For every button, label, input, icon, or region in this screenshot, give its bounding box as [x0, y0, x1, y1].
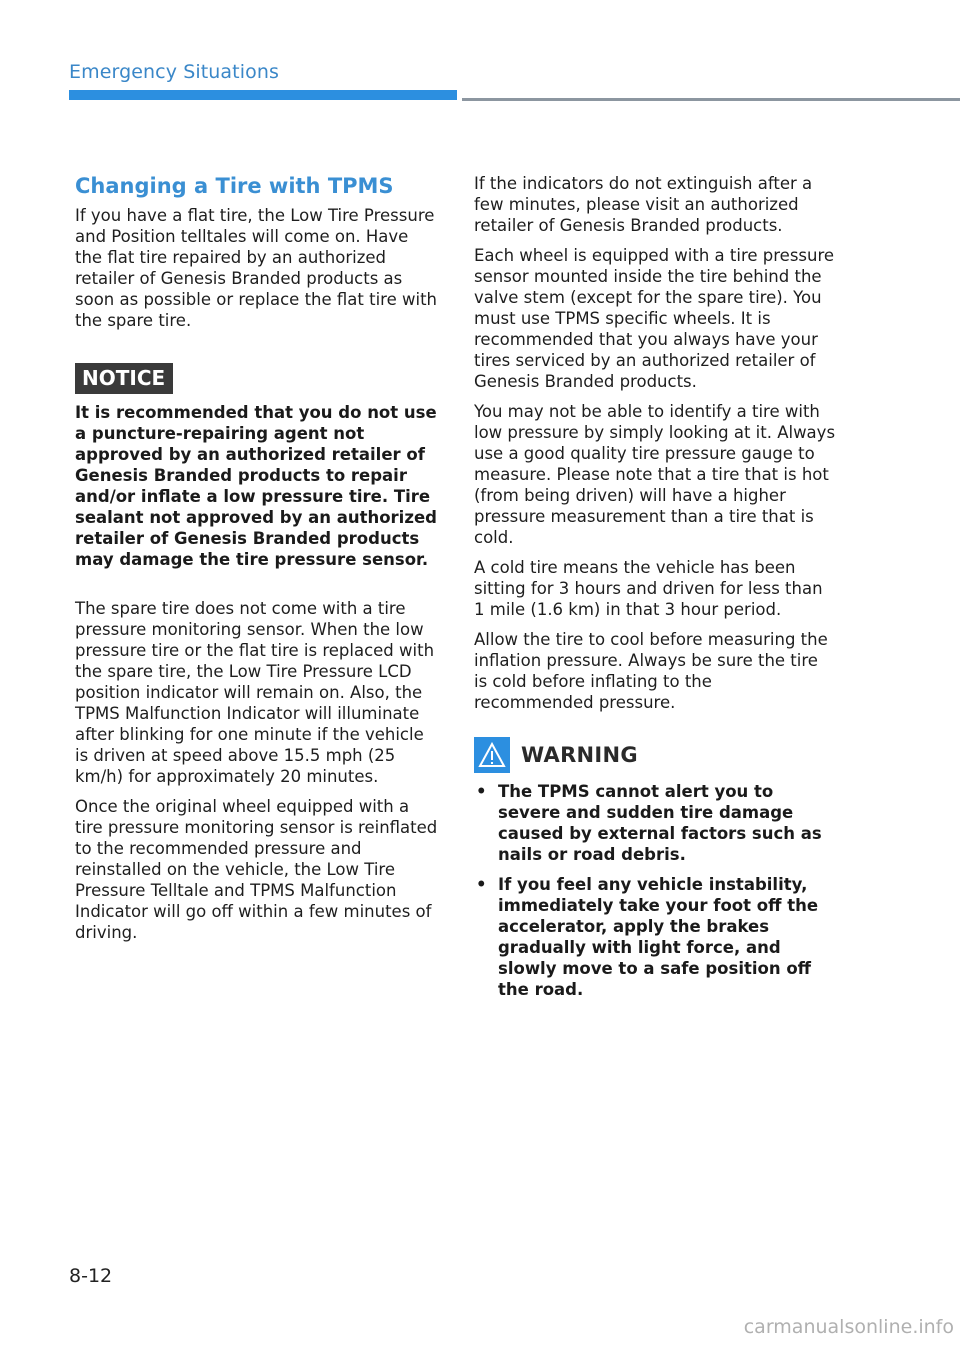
paragraph: A cold tire means the vehicle has been sitting for 3 hours and driven for less than 1 mile (1.6 km) in that 3 hour period. — [474, 558, 823, 619]
warning-label: WARNING — [521, 743, 638, 767]
right-column — [474, 173, 836, 1009]
bullet: • — [476, 875, 487, 894]
paragraph: The spare tire does not come with a tire pressure monitoring sensor. When the low pressure tire or the flat tire is replaced with the spare tire, the Low Tire Pressure LCD position indicator will remain on. Also, the TPMS Malfunction Indicator will illuminate after blinking for one minute if the vehicle is driven at speed above 15.5 mph (25 km/h) for approximately 20 minutes. — [75, 599, 435, 786]
paragraph: Each wheel is equipped with a tire pressure sensor mounted inside the tire behind the valve stem (except for the spare tire). You must use TPMS specific wheels. It is recommended that you always have your tires serviced by an authorized retailer of Genesis Branded products. — [474, 246, 835, 391]
left-column — [75, 173, 440, 952]
list-item — [474, 781, 836, 865]
watermark: carmanualsonline.info — [743, 1316, 954, 1338]
section-header: Emergency Situations — [69, 61, 279, 83]
paragraph: If you have a flat tire, the Low Tire Pressure and Position telltales will come on. Have the flat tire repaired by an authorized retailer of Genesis Branded products as soon as possible or replace the flat tire with the spare tire. — [75, 206, 437, 330]
page-number: 8-12 — [69, 1265, 113, 1287]
list-item — [474, 874, 836, 1000]
warning-triangle-icon — [474, 737, 510, 773]
warning-item-text: The TPMS cannot alert you to severe and sudden tire damage caused by external factors such as nails or road debris. — [498, 782, 822, 864]
paragraph: If the indicators do not extinguish after a few minutes, please visit an authorized retailer of Genesis Branded products. — [474, 174, 813, 235]
warning-item-text: If you feel any vehicle instability, immediately take your foot off the accelerator, apply the brakes gradually with light force, and slowly move to a safe position off the road. — [498, 875, 819, 999]
header-rule-blue — [69, 90, 457, 100]
paragraph: You may not be able to identify a tire with low pressure by simply looking at it. Always use a good quality tire pressure gauge to measure. Please note that a tire that is hot (from being driven) will have a higher pressure measurement than a tire that is cold. — [474, 402, 836, 547]
paragraph: Allow the tire to cool before measuring the inflation pressure. Always be sure the tire is cold before inflating to the recommended pressure. — [474, 630, 828, 712]
warning-list — [474, 781, 836, 1000]
header-rule-gray — [462, 98, 960, 101]
notice-text: It is recommended that you do not use a puncture-repairing agent not approved by an authorized retailer of Genesis Branded products to repair and/or inflate a low pressure tire. Tire sealant not approved by an authorized retailer of Genesis Branded products may damage the tire pressure sensor. — [75, 403, 437, 569]
notice-label: NOTICE — [75, 363, 173, 394]
section-title: Changing a Tire with TPMS — [75, 174, 394, 198]
warning-header — [474, 737, 836, 773]
paragraph: Once the original wheel equipped with a tire pressure monitoring sensor is reinflated to the recommended pressure and reinstalled on the vehicle, the Low Tire Pressure Telltale and TPMS Malfunction Indicator will go off within a few minutes of driving. — [75, 797, 438, 942]
bullet: • — [476, 782, 487, 801]
